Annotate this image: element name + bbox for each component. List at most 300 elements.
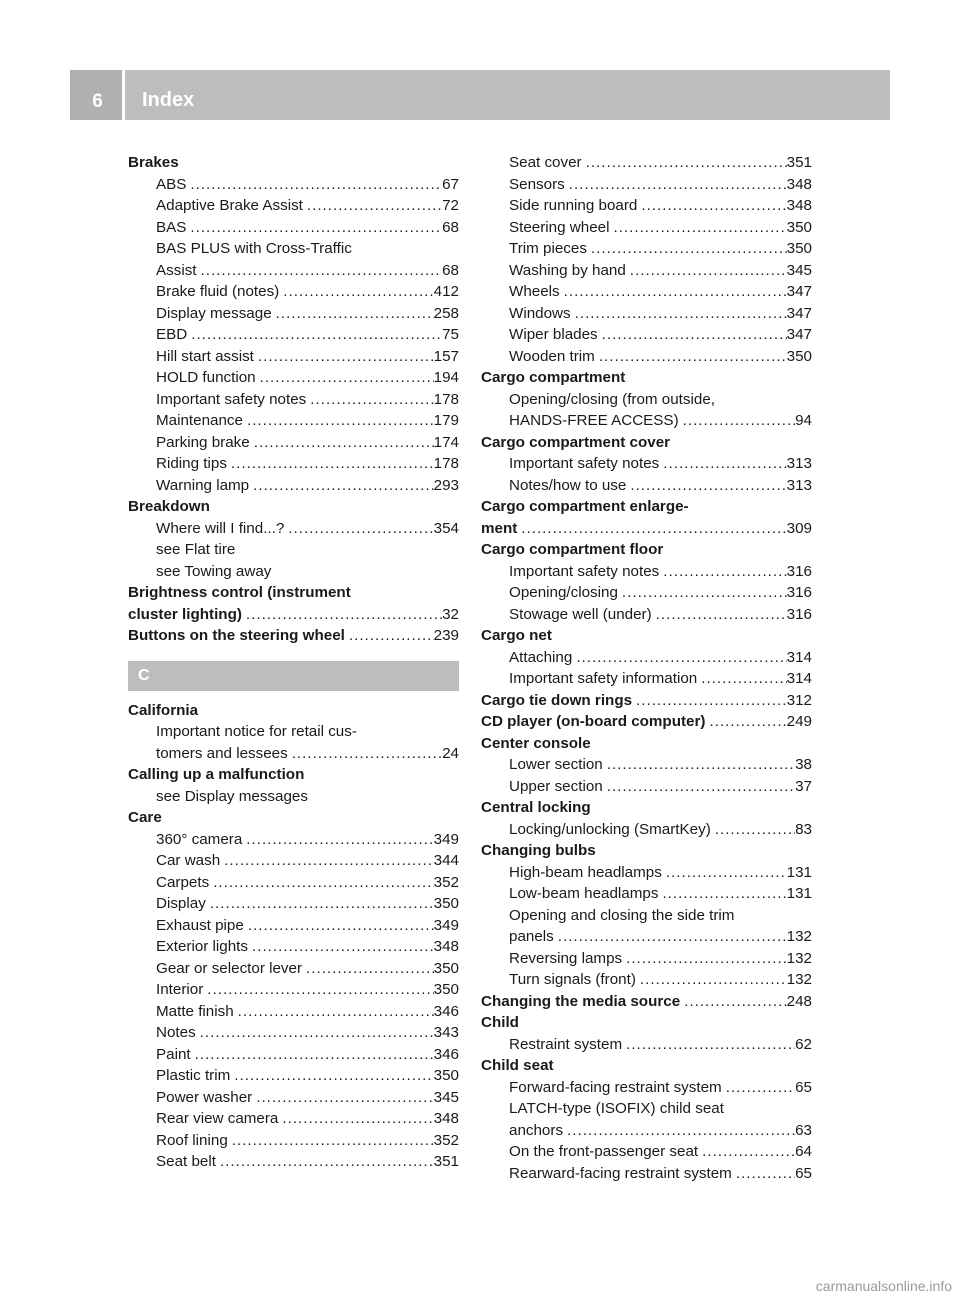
index-entry bbox=[128, 195, 459, 217]
index-subentry-text: LATCH-type (ISOFIX) child seat bbox=[509, 1100, 724, 1117]
dot-leader bbox=[517, 518, 786, 540]
dot-leader bbox=[618, 582, 787, 604]
dot-leader bbox=[220, 850, 434, 872]
entry-label: Important safety information bbox=[509, 670, 698, 687]
entry-label: Exhaust pipe bbox=[156, 916, 244, 934]
page-number: 6 bbox=[92, 91, 103, 112]
page-reference: 348 bbox=[786, 197, 812, 214]
index-heading: Cargo compartment bbox=[481, 369, 626, 386]
index-column-right bbox=[481, 152, 812, 1184]
page-reference: 350 bbox=[433, 959, 459, 977]
index-entry bbox=[128, 893, 459, 915]
dot-leader bbox=[196, 1022, 434, 1044]
entry-label: Cargo tie down rings bbox=[481, 691, 633, 709]
dot-leader bbox=[249, 475, 434, 497]
entry-label: Side running board bbox=[509, 197, 638, 214]
entry-label: Roof lining bbox=[156, 1131, 228, 1149]
index-entry bbox=[128, 324, 459, 346]
page-reference: 351 bbox=[786, 154, 812, 171]
index-heading: Brightness control (instrument bbox=[128, 584, 351, 601]
dot-leader bbox=[250, 432, 434, 454]
entry-label: Attaching bbox=[509, 648, 573, 666]
page-number-box bbox=[70, 70, 125, 120]
page-reference: 131 bbox=[786, 885, 812, 902]
dot-leader bbox=[284, 518, 433, 540]
index-entry bbox=[128, 1022, 459, 1044]
page-reference: 194 bbox=[433, 369, 459, 386]
dot-leader bbox=[242, 829, 433, 851]
entry-label: Sensors bbox=[509, 175, 565, 193]
page-reference: 179 bbox=[433, 412, 459, 429]
index-entry bbox=[481, 453, 812, 475]
index-entry bbox=[128, 1065, 459, 1087]
dot-leader bbox=[565, 174, 787, 196]
index-subentry-text: see Display messages bbox=[156, 787, 308, 805]
index-entry bbox=[128, 829, 459, 851]
index-entry bbox=[481, 1034, 812, 1056]
dot-leader bbox=[636, 969, 787, 991]
page-reference: 345 bbox=[433, 1088, 459, 1106]
entry-label: Car wash bbox=[156, 852, 221, 869]
index-entry bbox=[481, 303, 812, 325]
page-reference: 352 bbox=[433, 1131, 459, 1149]
dot-leader bbox=[571, 303, 787, 325]
entry-label: 360° camera bbox=[156, 830, 243, 848]
dot-leader bbox=[652, 604, 787, 626]
entry-label: Exterior lights bbox=[156, 938, 249, 955]
dot-leader bbox=[595, 346, 787, 368]
index-column-left bbox=[128, 152, 459, 1173]
entry-label: Warning lamp bbox=[156, 476, 250, 494]
dot-leader bbox=[288, 743, 442, 765]
index-entry bbox=[481, 883, 812, 905]
dot-leader bbox=[598, 324, 787, 346]
dot-leader bbox=[626, 260, 787, 282]
index-entry bbox=[481, 324, 812, 346]
index-heading-entry bbox=[481, 991, 812, 1013]
dot-leader bbox=[203, 979, 433, 1001]
index-entry bbox=[128, 432, 459, 454]
entry-label: Assist bbox=[156, 261, 197, 279]
page-reference: 347 bbox=[786, 326, 812, 343]
page-reference: 65 bbox=[795, 1078, 812, 1096]
index-entry bbox=[128, 260, 459, 282]
entry-label: Hill start assist bbox=[156, 347, 254, 365]
entry-label: ment bbox=[481, 519, 518, 537]
index-entry bbox=[481, 346, 812, 368]
entry-label: Carpets bbox=[156, 873, 210, 891]
dot-leader bbox=[230, 1065, 433, 1087]
index-entry bbox=[128, 850, 459, 872]
index-heading: Central locking bbox=[481, 799, 591, 816]
index-entry bbox=[481, 1163, 812, 1185]
dot-leader bbox=[603, 754, 795, 776]
page-reference: 178 bbox=[433, 455, 459, 472]
dot-leader bbox=[659, 453, 786, 475]
index-entry bbox=[128, 1087, 459, 1109]
dot-leader bbox=[659, 561, 786, 583]
index-block-c-continued bbox=[481, 152, 812, 1184]
page-reference: 347 bbox=[786, 283, 812, 300]
entry-label: Washing by hand bbox=[509, 261, 626, 279]
page-reference: 83 bbox=[795, 820, 812, 838]
dot-leader bbox=[243, 410, 434, 432]
dot-leader bbox=[603, 776, 795, 798]
index-entry bbox=[481, 819, 812, 841]
entry-label: Maintenance bbox=[156, 412, 243, 429]
index-heading-entry bbox=[481, 518, 812, 540]
index-block-b bbox=[128, 152, 459, 647]
page-reference: 312 bbox=[786, 691, 812, 709]
entry-label: High-beam headlamps bbox=[509, 863, 662, 881]
dot-leader bbox=[622, 948, 787, 970]
page-reference: 350 bbox=[786, 347, 812, 365]
index-entry bbox=[481, 410, 812, 432]
entry-label: On the front-passenger seat bbox=[509, 1143, 699, 1160]
page-reference: 348 bbox=[433, 938, 459, 955]
index-subentry-text: Opening/closing (from outside, bbox=[509, 390, 715, 408]
index-entry bbox=[128, 915, 459, 937]
dot-leader bbox=[256, 367, 434, 389]
entry-label: Lower section bbox=[509, 756, 603, 773]
index-entry bbox=[481, 1141, 812, 1163]
dot-leader bbox=[679, 410, 795, 432]
dot-leader bbox=[722, 1077, 795, 1099]
entry-label: Power washer bbox=[156, 1088, 253, 1106]
watermark: carmanualsonline.info bbox=[815, 1278, 952, 1294]
entry-label: Notes/how to use bbox=[509, 476, 627, 494]
entry-label: Plastic trim bbox=[156, 1067, 231, 1084]
entry-label: Display message bbox=[156, 304, 272, 322]
index-entry bbox=[481, 260, 812, 282]
dot-leader bbox=[698, 1141, 795, 1163]
entry-label: CD player (on-board computer) bbox=[481, 713, 706, 730]
dot-leader bbox=[637, 195, 786, 217]
entry-label: Low-beam headlamps bbox=[509, 885, 659, 902]
dot-leader bbox=[572, 647, 786, 669]
dot-leader bbox=[560, 281, 787, 303]
index-entry bbox=[481, 969, 812, 991]
page-reference: 68 bbox=[442, 218, 459, 236]
dot-leader bbox=[609, 217, 786, 239]
dot-leader bbox=[272, 303, 434, 325]
entry-label: Display bbox=[156, 895, 206, 912]
dot-leader bbox=[227, 453, 434, 475]
page-reference: 132 bbox=[786, 971, 812, 988]
index-entry bbox=[128, 1108, 459, 1130]
entry-label: Stowage well (under) bbox=[509, 605, 652, 623]
dot-leader bbox=[186, 174, 442, 196]
page-reference: 67 bbox=[442, 175, 459, 193]
dot-leader bbox=[279, 281, 433, 303]
index-entry bbox=[481, 1077, 812, 1099]
entry-label: Matte finish bbox=[156, 1002, 234, 1020]
page-reference: 350 bbox=[786, 218, 812, 236]
index-subentry-text: Important notice for retail cus- bbox=[156, 723, 357, 740]
dot-leader bbox=[658, 883, 786, 905]
dot-leader bbox=[711, 819, 795, 841]
dot-leader bbox=[587, 238, 787, 260]
dot-leader bbox=[622, 1034, 795, 1056]
index-entry bbox=[128, 1044, 459, 1066]
index-entry bbox=[128, 475, 459, 497]
index-subentry-text: see Towing away bbox=[156, 562, 272, 580]
entry-label: Changing the media source bbox=[481, 992, 681, 1010]
index-heading: Center console bbox=[481, 734, 591, 752]
page-reference: 94 bbox=[795, 412, 812, 429]
page-reference: 348 bbox=[433, 1110, 459, 1127]
index-subentry-text: see Flat tire bbox=[156, 541, 236, 558]
page-reference: 258 bbox=[433, 304, 459, 322]
entry-label: Seat cover bbox=[509, 154, 582, 171]
index-heading: Cargo compartment floor bbox=[481, 541, 664, 558]
entry-label: Upper section bbox=[509, 777, 603, 795]
page-reference: 32 bbox=[442, 605, 459, 623]
index-heading: Changing bulbs bbox=[481, 842, 596, 859]
index-entry bbox=[128, 936, 459, 958]
index-entry bbox=[128, 453, 459, 475]
index-entry bbox=[128, 1001, 459, 1023]
dot-leader bbox=[302, 958, 434, 980]
page-reference: 131 bbox=[786, 863, 812, 881]
dot-leader bbox=[303, 195, 442, 217]
entry-label: Steering wheel bbox=[509, 218, 610, 236]
entry-label: Locking/unlocking (SmartKey) bbox=[509, 820, 711, 838]
index-heading: Cargo net bbox=[481, 627, 552, 644]
page-reference: 346 bbox=[433, 1002, 459, 1020]
dot-leader bbox=[187, 324, 442, 346]
dot-leader bbox=[197, 260, 443, 282]
page-reference: 293 bbox=[433, 476, 459, 494]
dot-leader bbox=[234, 1001, 434, 1023]
dot-leader bbox=[252, 1087, 433, 1109]
index-entry bbox=[128, 958, 459, 980]
page-reference: 343 bbox=[433, 1024, 459, 1041]
page-reference: 346 bbox=[433, 1045, 459, 1063]
dot-leader bbox=[697, 668, 786, 690]
page-reference: 249 bbox=[786, 713, 812, 730]
page-reference: 64 bbox=[795, 1143, 812, 1160]
entry-label: Rear view camera bbox=[156, 1110, 279, 1127]
dot-leader bbox=[554, 926, 787, 948]
dot-leader bbox=[228, 1130, 434, 1152]
page-reference: 313 bbox=[786, 455, 812, 472]
index-entry bbox=[128, 410, 459, 432]
page-reference: 350 bbox=[433, 1067, 459, 1084]
index-heading: Cargo compartment enlarge- bbox=[481, 498, 689, 515]
page-reference: 174 bbox=[433, 433, 459, 451]
index-entry bbox=[128, 281, 459, 303]
page-reference: 314 bbox=[786, 670, 812, 687]
index-entry bbox=[481, 195, 812, 217]
entry-label: Adaptive Brake Assist bbox=[156, 197, 303, 214]
index-subentry-text: BAS PLUS with Cross-Traffic bbox=[156, 240, 352, 257]
entry-label: panels bbox=[509, 928, 554, 945]
entry-label: ABS bbox=[156, 175, 187, 193]
index-heading: Cargo compartment cover bbox=[481, 433, 671, 451]
index-subentry-text: Opening and closing the side trim bbox=[509, 906, 735, 924]
entry-label: EBD bbox=[156, 326, 188, 343]
index-entry bbox=[481, 776, 812, 798]
page-reference: 350 bbox=[433, 895, 459, 912]
index-entry bbox=[481, 604, 812, 626]
page-reference: 132 bbox=[786, 928, 812, 945]
entry-label: cluster lighting) bbox=[128, 605, 242, 623]
dot-leader bbox=[216, 1151, 434, 1173]
index-entry bbox=[128, 743, 459, 765]
page-reference: 157 bbox=[433, 347, 459, 365]
index-entry bbox=[481, 174, 812, 196]
entry-label: Important safety notes bbox=[509, 562, 660, 580]
index-entry bbox=[128, 367, 459, 389]
index-entry bbox=[481, 281, 812, 303]
index-entry bbox=[481, 475, 812, 497]
page-reference: 316 bbox=[786, 584, 812, 601]
index-entry bbox=[481, 217, 812, 239]
page-reference: 24 bbox=[442, 744, 459, 762]
page-reference: 349 bbox=[433, 916, 459, 934]
page-reference: 38 bbox=[795, 756, 812, 773]
index-heading: Child bbox=[481, 1014, 519, 1031]
page-reference: 316 bbox=[786, 605, 812, 623]
entry-label: Reversing lamps bbox=[509, 949, 623, 967]
index-heading: Care bbox=[128, 809, 162, 826]
index-heading-entry bbox=[128, 604, 459, 626]
entry-label: Interior bbox=[156, 981, 204, 998]
page-reference: 63 bbox=[795, 1121, 812, 1139]
index-entry bbox=[481, 582, 812, 604]
page-reference: 313 bbox=[786, 476, 812, 494]
page-reference: 248 bbox=[786, 992, 812, 1010]
dot-leader bbox=[563, 1120, 795, 1142]
page-reference: 239 bbox=[433, 627, 459, 644]
page-reference: 349 bbox=[433, 830, 459, 848]
page-reference: 178 bbox=[433, 390, 459, 408]
entry-label: Buttons on the steering wheel bbox=[128, 627, 345, 644]
index-heading-entry bbox=[481, 690, 812, 712]
entry-label: Important safety notes bbox=[156, 390, 307, 408]
page-reference: 65 bbox=[795, 1164, 812, 1182]
dot-leader bbox=[278, 1108, 433, 1130]
index-heading: Brakes bbox=[128, 154, 179, 171]
page-reference: 347 bbox=[786, 304, 812, 322]
index-entry bbox=[481, 668, 812, 690]
page-reference: 68 bbox=[442, 261, 459, 279]
entry-label: Windows bbox=[509, 304, 571, 322]
index-entry bbox=[128, 1151, 459, 1173]
entry-label: BAS bbox=[156, 218, 187, 236]
entry-label: Where will I find...? bbox=[156, 519, 285, 537]
index-entry bbox=[481, 862, 812, 884]
page-reference: 348 bbox=[786, 175, 812, 193]
entry-label: Brake fluid (notes) bbox=[156, 283, 280, 300]
page-reference: 344 bbox=[433, 852, 459, 869]
entry-label: Turn signals (front) bbox=[509, 971, 636, 988]
entry-label: Wooden trim bbox=[509, 347, 595, 365]
page-reference: 314 bbox=[786, 648, 812, 666]
index-heading: California bbox=[128, 701, 199, 719]
entry-label: tomers and lessees bbox=[156, 744, 288, 762]
entry-label: HOLD function bbox=[156, 369, 256, 386]
index-heading: Child seat bbox=[481, 1057, 554, 1074]
page-reference: 352 bbox=[433, 873, 459, 891]
page-reference: 37 bbox=[795, 777, 812, 795]
entry-label: Riding tips bbox=[156, 455, 227, 472]
entry-label: Forward-facing restraint system bbox=[509, 1078, 722, 1096]
page-reference: 75 bbox=[442, 326, 459, 343]
page-reference: 132 bbox=[786, 949, 812, 967]
entry-label: Gear or selector lever bbox=[156, 959, 303, 977]
index-entry bbox=[128, 979, 459, 1001]
index-heading: Breakdown bbox=[128, 498, 210, 515]
entry-label: Paint bbox=[156, 1045, 191, 1063]
page-reference: 62 bbox=[795, 1035, 812, 1053]
index-entry bbox=[128, 346, 459, 368]
page-reference: 412 bbox=[433, 283, 459, 300]
dot-leader bbox=[632, 690, 787, 712]
dot-leader bbox=[254, 346, 434, 368]
entry-label: Important safety notes bbox=[509, 455, 660, 472]
entry-label: Opening/closing bbox=[509, 584, 618, 601]
dot-leader bbox=[662, 862, 787, 884]
entry-label: Seat belt bbox=[156, 1153, 216, 1170]
index-block-c bbox=[128, 700, 459, 1173]
dot-leader bbox=[244, 915, 434, 937]
section-letter-c: C bbox=[128, 661, 459, 691]
index-entry bbox=[481, 647, 812, 669]
dot-leader bbox=[209, 872, 433, 894]
index-heading-entry bbox=[128, 625, 459, 647]
dot-leader bbox=[191, 1044, 434, 1066]
index-entry bbox=[128, 872, 459, 894]
entry-label: anchors bbox=[509, 1121, 564, 1139]
page-title: Index bbox=[142, 89, 195, 111]
index-entry bbox=[481, 238, 812, 260]
index-entry bbox=[128, 518, 459, 540]
dot-leader bbox=[248, 936, 434, 958]
dot-leader bbox=[680, 991, 786, 1013]
page-reference: 309 bbox=[786, 519, 812, 537]
entry-label: Wheels bbox=[509, 283, 560, 300]
page-reference: 350 bbox=[786, 240, 812, 257]
entry-label: Wiper blades bbox=[509, 326, 598, 343]
dot-leader bbox=[705, 711, 786, 733]
index-entry bbox=[481, 152, 812, 174]
entry-label: Rearward-facing restraint system bbox=[509, 1164, 732, 1182]
dot-leader bbox=[345, 625, 434, 647]
index-entry bbox=[128, 389, 459, 411]
page-reference: 345 bbox=[786, 261, 812, 279]
entry-label: Restraint system bbox=[509, 1035, 623, 1053]
page-reference: 72 bbox=[442, 197, 459, 214]
index-entry bbox=[481, 1120, 812, 1142]
index-entry bbox=[481, 754, 812, 776]
entry-label: Trim pieces bbox=[509, 240, 587, 257]
index-entry bbox=[128, 1130, 459, 1152]
dot-leader bbox=[626, 475, 786, 497]
dot-leader bbox=[242, 604, 442, 626]
dot-leader bbox=[306, 389, 433, 411]
index-heading: Calling up a malfunction bbox=[128, 766, 305, 783]
entry-label: Notes bbox=[156, 1024, 196, 1041]
index-entry bbox=[128, 217, 459, 239]
index-entry bbox=[481, 948, 812, 970]
page-reference: 350 bbox=[433, 981, 459, 998]
index-entry bbox=[481, 926, 812, 948]
index-entry bbox=[128, 303, 459, 325]
entry-label: Parking brake bbox=[156, 433, 250, 451]
index-entry bbox=[481, 561, 812, 583]
